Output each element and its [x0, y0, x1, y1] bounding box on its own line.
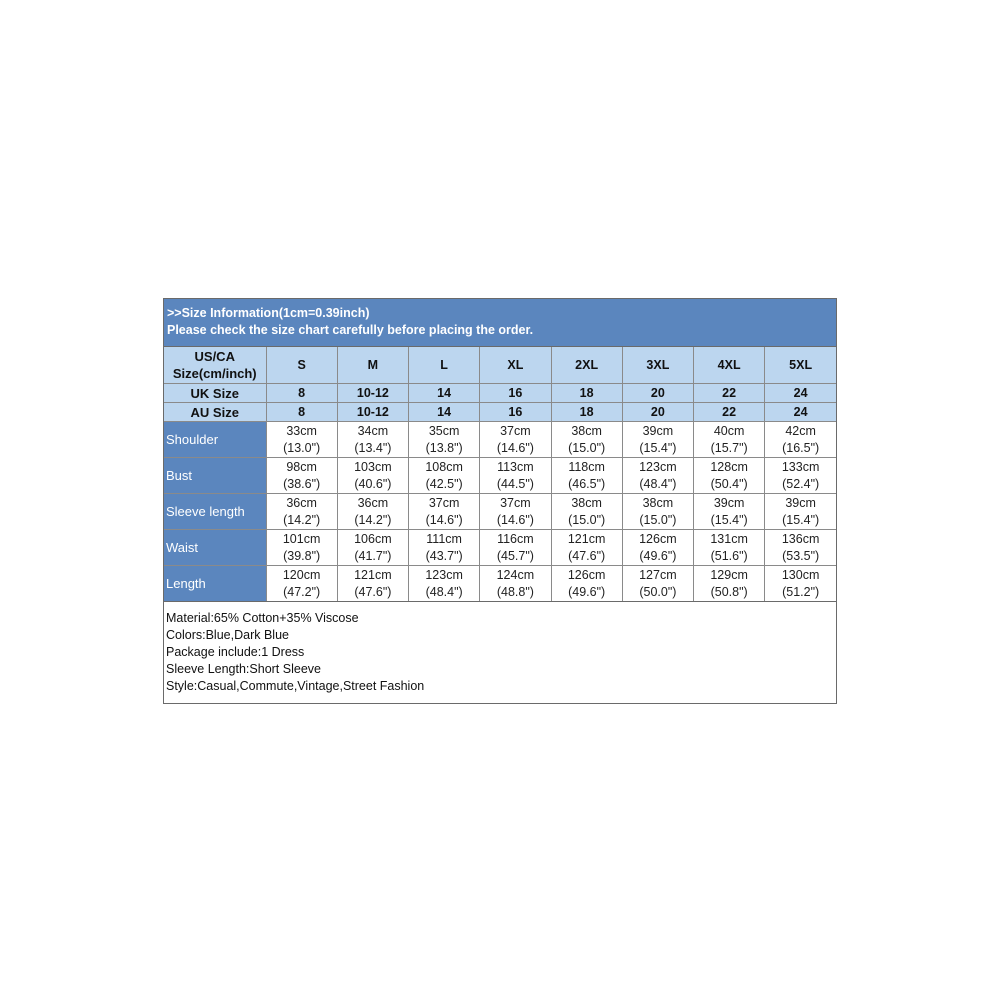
- inch-value: (40.6"): [354, 476, 392, 491]
- cm-value: 38cm: [642, 495, 674, 510]
- inch-value: (53.5"): [782, 548, 820, 563]
- cm-value: 36cm: [286, 495, 317, 510]
- cm-value: 36cm: [357, 495, 389, 510]
- cm-value: 40cm: [713, 423, 745, 438]
- inch-value: (50.0"): [639, 584, 677, 599]
- size-header-row: [164, 403, 836, 422]
- cm-value: 39cm: [785, 495, 816, 510]
- cm-value: 34cm: [357, 423, 389, 438]
- cm-value: 37cm: [500, 423, 531, 438]
- measurement-cell: [409, 458, 480, 494]
- measurement-label: Sleeve length: [164, 494, 266, 530]
- measurement-label: Waist: [164, 530, 266, 566]
- cm-value: 103cm: [354, 459, 392, 474]
- measurement-cell: [409, 422, 480, 458]
- size-system-name: US/CA: [194, 349, 235, 364]
- measurement-row: [164, 494, 836, 530]
- cm-value: 111cm: [426, 531, 462, 546]
- measurement-cell: [480, 494, 551, 530]
- measurement-cell: [266, 566, 337, 602]
- size-value-cell: 16: [480, 403, 551, 422]
- cm-value: 101cm: [282, 531, 321, 546]
- size-value-cell: XL: [480, 347, 551, 384]
- inch-value: (15.4"): [639, 440, 677, 455]
- cm-value: 123cm: [425, 567, 463, 582]
- measurement-cell: [480, 458, 551, 494]
- measurement-cell: [266, 458, 337, 494]
- inch-value: (14.6"): [425, 512, 463, 527]
- size-system-label: UK Size: [164, 384, 266, 403]
- measurement-cell: [694, 458, 765, 494]
- measurement-cell: [694, 566, 765, 602]
- measurement-cell: [622, 566, 693, 602]
- measurement-cell: [765, 494, 836, 530]
- cm-value: 118cm: [568, 459, 605, 474]
- measurement-cell: [337, 494, 408, 530]
- inch-value: (44.5"): [496, 476, 534, 491]
- measurement-cell: [337, 566, 408, 602]
- banner-instruction: Please check the size chart carefully before placing the order.: [167, 323, 534, 337]
- cm-value: 133cm: [781, 459, 820, 474]
- measurement-cell: [622, 458, 693, 494]
- cm-value: 37cm: [500, 495, 531, 510]
- inch-value: (47.6"): [354, 584, 392, 599]
- cm-value: 33cm: [286, 423, 317, 438]
- size-value-cell: 10-12: [337, 403, 408, 422]
- size-value-cell: 22: [694, 403, 765, 422]
- cm-value: 126cm: [639, 531, 677, 546]
- size-value-cell: 18: [551, 384, 622, 403]
- cm-value: 39cm: [642, 423, 674, 438]
- inch-value: (13.0"): [283, 440, 321, 455]
- size-value-cell: 14: [409, 384, 480, 403]
- measurement-cell: [765, 530, 836, 566]
- measurement-cell: [622, 422, 693, 458]
- inch-value: (15.0"): [568, 512, 606, 527]
- measurement-cell: [480, 530, 551, 566]
- measurement-label: Bust: [164, 458, 266, 494]
- size-value-cell: 8: [266, 403, 337, 422]
- measurement-cell: [551, 530, 622, 566]
- inch-value: (16.5"): [782, 440, 820, 455]
- size-value-cell: 14: [409, 403, 480, 422]
- size-value-cell: 3XL: [622, 347, 693, 384]
- measurement-cell: [409, 530, 480, 566]
- measurement-label: Shoulder: [164, 422, 266, 458]
- cm-value: 106cm: [354, 531, 392, 546]
- cm-value: 121cm: [567, 531, 606, 546]
- measurement-cell: [622, 530, 693, 566]
- note-line: Colors:Blue,Dark Blue: [166, 628, 289, 642]
- size-value-cell: 4XL: [694, 347, 765, 384]
- measurement-cell: [266, 530, 337, 566]
- measurement-cell: [551, 422, 622, 458]
- size-value-cell: 22: [694, 384, 765, 403]
- measurement-cell: [765, 422, 836, 458]
- cm-value: 123cm: [639, 459, 677, 474]
- size-info-banner: [164, 299, 836, 347]
- size-system-label: AU Size: [164, 403, 266, 422]
- cm-value: 38cm: [571, 423, 602, 438]
- inch-value: (14.6"): [496, 440, 534, 455]
- inch-value: (39.8"): [283, 548, 321, 563]
- measurement-cell: [337, 422, 408, 458]
- inch-value: (15.0"): [639, 512, 677, 527]
- note-line: Sleeve Length:Short Sleeve: [166, 662, 321, 676]
- size-value-cell: 24: [765, 403, 836, 422]
- size-value-cell: 18: [551, 403, 622, 422]
- measurement-cell: [551, 494, 622, 530]
- measurement-cell: [622, 494, 693, 530]
- inch-value: (49.6"): [639, 548, 677, 563]
- inch-value: (47.2"): [283, 584, 321, 599]
- cm-value: 35cm: [428, 423, 460, 438]
- size-value-cell: 20: [622, 403, 693, 422]
- size-table: [164, 347, 836, 601]
- note-line: Style:Casual,Commute,Vintage,Street Fashion: [166, 679, 425, 693]
- inch-value: (15.4"): [782, 512, 820, 527]
- inch-value: (50.4"): [710, 476, 748, 491]
- inch-value: (14.6"): [496, 512, 534, 527]
- cm-value: 121cm: [354, 567, 392, 582]
- measurement-label: Length: [164, 566, 266, 602]
- cm-value: 131cm: [710, 531, 748, 546]
- inch-value: (41.7"): [354, 548, 392, 563]
- inch-value: (15.0"): [568, 440, 606, 455]
- cm-value: 108cm: [425, 459, 463, 474]
- size-value-cell: 16: [480, 384, 551, 403]
- inch-value: (51.6"): [710, 548, 748, 563]
- measurement-cell: [337, 530, 408, 566]
- cm-value: 38cm: [571, 495, 602, 510]
- inch-value: (45.7"): [496, 548, 534, 563]
- note-line: Material:65% Cotton+35% Viscose: [166, 611, 359, 625]
- inch-value: (42.5"): [425, 476, 463, 491]
- cm-value: 113cm: [497, 459, 534, 474]
- measurement-cell: [480, 422, 551, 458]
- inch-value: (49.6"): [568, 584, 606, 599]
- measurement-cell: [266, 422, 337, 458]
- measurement-cell: [266, 494, 337, 530]
- size-value-cell: 10-12: [337, 384, 408, 403]
- inch-value: (14.2"): [354, 512, 392, 527]
- size-unit-note: Size(cm/inch): [172, 366, 257, 381]
- size-value-cell: 8: [266, 384, 337, 403]
- measurement-row: [164, 530, 836, 566]
- note-line: Package include:1 Dress: [166, 645, 305, 659]
- banner-title: >>Size Information(1cm=0.39inch): [167, 306, 370, 320]
- size-value-cell: L: [409, 347, 480, 384]
- cm-value: 128cm: [710, 459, 748, 474]
- inch-value: (38.6"): [283, 476, 321, 491]
- inch-value: (14.2"): [283, 512, 321, 527]
- measurement-cell: [480, 566, 551, 602]
- cm-value: 39cm: [713, 495, 745, 510]
- measurement-cell: [694, 494, 765, 530]
- measurement-cell: [409, 566, 480, 602]
- measurement-cell: [765, 458, 836, 494]
- inch-value: (51.2"): [782, 584, 820, 599]
- inch-value: (50.8"): [710, 584, 748, 599]
- size-header-row: [164, 347, 836, 384]
- inch-value: (48.4"): [425, 584, 463, 599]
- inch-value: (48.8"): [496, 584, 534, 599]
- measurement-cell: [694, 422, 765, 458]
- measurement-cell: [551, 458, 622, 494]
- cm-value: 120cm: [282, 567, 321, 582]
- inch-value: (47.6"): [568, 548, 606, 563]
- cm-value: 126cm: [567, 567, 606, 582]
- size-chart: [163, 298, 837, 704]
- inch-value: (43.7"): [425, 548, 463, 563]
- size-value-cell: 5XL: [765, 347, 836, 384]
- measurement-cell: [551, 566, 622, 602]
- measurement-row: [164, 458, 836, 494]
- size-value-cell: 20: [622, 384, 693, 403]
- measurement-row: [164, 566, 836, 602]
- cm-value: 116cm: [497, 531, 534, 546]
- cm-value: 136cm: [781, 531, 820, 546]
- cm-value: 98cm: [286, 459, 317, 474]
- measurement-cell: [409, 494, 480, 530]
- measurement-row: [164, 422, 836, 458]
- cm-value: 130cm: [781, 567, 820, 582]
- cm-value: 129cm: [710, 567, 748, 582]
- size-value-cell: M: [337, 347, 408, 384]
- measurement-cell: [337, 458, 408, 494]
- inch-value: (13.4"): [354, 440, 392, 455]
- inch-value: (15.4"): [710, 512, 748, 527]
- cm-value: 127cm: [639, 567, 677, 582]
- product-notes: [164, 601, 836, 703]
- size-system-label: [164, 347, 266, 384]
- inch-value: (15.7"): [710, 440, 748, 455]
- cm-value: 42cm: [785, 423, 816, 438]
- cm-value: 37cm: [428, 495, 460, 510]
- inch-value: (46.5"): [568, 476, 606, 491]
- size-value-cell: 24: [765, 384, 836, 403]
- inch-value: (52.4"): [782, 476, 820, 491]
- measurement-cell: [694, 530, 765, 566]
- size-value-cell: S: [266, 347, 337, 384]
- cm-value: 124cm: [496, 567, 535, 582]
- size-header-row: [164, 384, 836, 403]
- inch-value: (13.8"): [425, 440, 463, 455]
- measurement-cell: [765, 566, 836, 602]
- inch-value: (48.4"): [639, 476, 677, 491]
- size-value-cell: 2XL: [551, 347, 622, 384]
